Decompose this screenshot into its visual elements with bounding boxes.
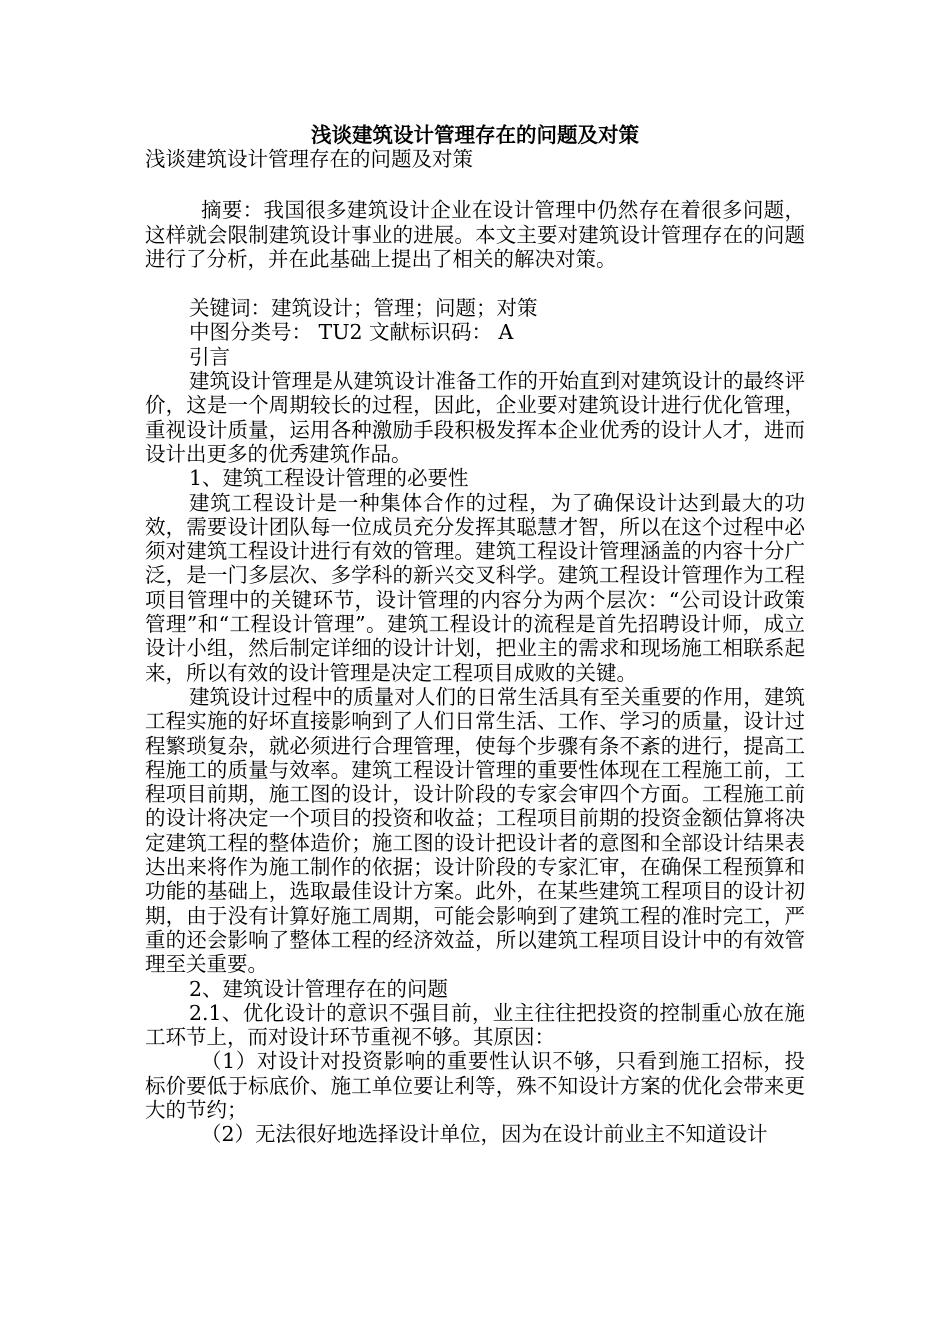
section-2-heading: 2、建筑设计管理存在的问题 xyxy=(189,976,449,1001)
abstract-paragraph: 摘要：我国很多建筑设计企业在设计管理中仍然存在着很多问题，这样就会限制建筑设计事业的进展。本文主要对建筑设计管理存在的问题进行了分析，并在此基础上提出了相关的解决对策。 xyxy=(145,198,805,271)
list-item-2: （2）无法很好地选择设计单位，因为在设计前业主不知道设计 xyxy=(201,1122,768,1147)
classification-line: 中图分类号： TU2 文献标识码： A xyxy=(189,320,514,345)
list-item-1: （1）对设计对投资影响的重要性认识不够，只看到施工招标，投标价要低于标底价、施工单位要让利等，殊不知设计方案的优化会带来更大的节约； xyxy=(145,1049,805,1122)
intro-heading: 引言 xyxy=(189,344,230,369)
section-1-paragraph-2: 建筑设计过程中的质量对人们的日常生活具有至关重要的作用，建筑工程实施的好坏直接影响到了人们日常生活、工作、学习的质量，设计过程繁琐复杂，就必须进行合理管理，使每个步骤有条不紊的进行，提高工程施工的质量与效率。建筑工程设计管理的重要性体现在工程施工前，工程项目前期，施工图的设计，设计阶段的专家会审四个方面。工程施工前的设计将决定一个项目的投资和收益；工程项目前期的投资金额估算将决定建筑工程的整体造价；施工图的设计把设计者的意图和全部设计结果表达出来将作为施工制作的依据；设计阶段的专家汇审，在确保工程预算和功能的基础上，选取最佳设计方案。此外，在某些建筑工程项目的设计初期，由于没有计算好施工周期，可能会影响到了建筑工程的准时完工，严重的还会影响了整体工程的经济效益，所以建筑工程项目设计中的有效管理至关重要。 xyxy=(145,684,805,977)
keywords-line: 关键词：建筑设计；管理；问题；对策 xyxy=(189,296,538,321)
intro-paragraph: 建筑设计管理是从建筑设计准备工作的开始直到对建筑设计的最终评价，这是一个周期较长的过程，因此，企业要对建筑设计进行优化管理，重视设计质量，运用各种激励手段积极发挥本企业优秀的设计人才，进而设计出更多的优秀建筑作品。 xyxy=(145,369,805,466)
document-title: 浅谈建筑设计管理存在的问题及对策 xyxy=(311,123,639,147)
section-1-paragraph-1: 建筑工程设计是一种集体合作的过程，为了确保设计达到最大的功效，需要设计团队每一位成员充分发挥其聪慧才智，所以在这个过程中必须对建筑工程设计进行有效的管理。建筑工程设计管理涵盖的内容十分广泛，是一门多层次、多学科的新兴交叉科学。建筑工程设计管理作为工程项目管理中的关键环节，设计管理的内容分为两个层次：“公司设计政策管理”和“工程设计管理”。建筑工程设计的流程是首先招聘设计师，成立设计小组，然后制定详细的设计计划，把业主的需求和现场施工相联系起来，所以有效的设计管理是决定工程项目成败的关键。 xyxy=(145,490,805,685)
section-2-1-paragraph: 2.1、优化设计的意识不强目前，业主往往把投资的控制重心放在施工环节上，而对设计环节重视不够。其原因： xyxy=(145,1000,805,1050)
document-body xyxy=(145,120,805,1147)
section-1-heading: 1、建筑工程设计管理的必要性 xyxy=(189,466,469,491)
document-subtitle: 浅谈建筑设计管理存在的问题及对策 xyxy=(145,147,473,171)
